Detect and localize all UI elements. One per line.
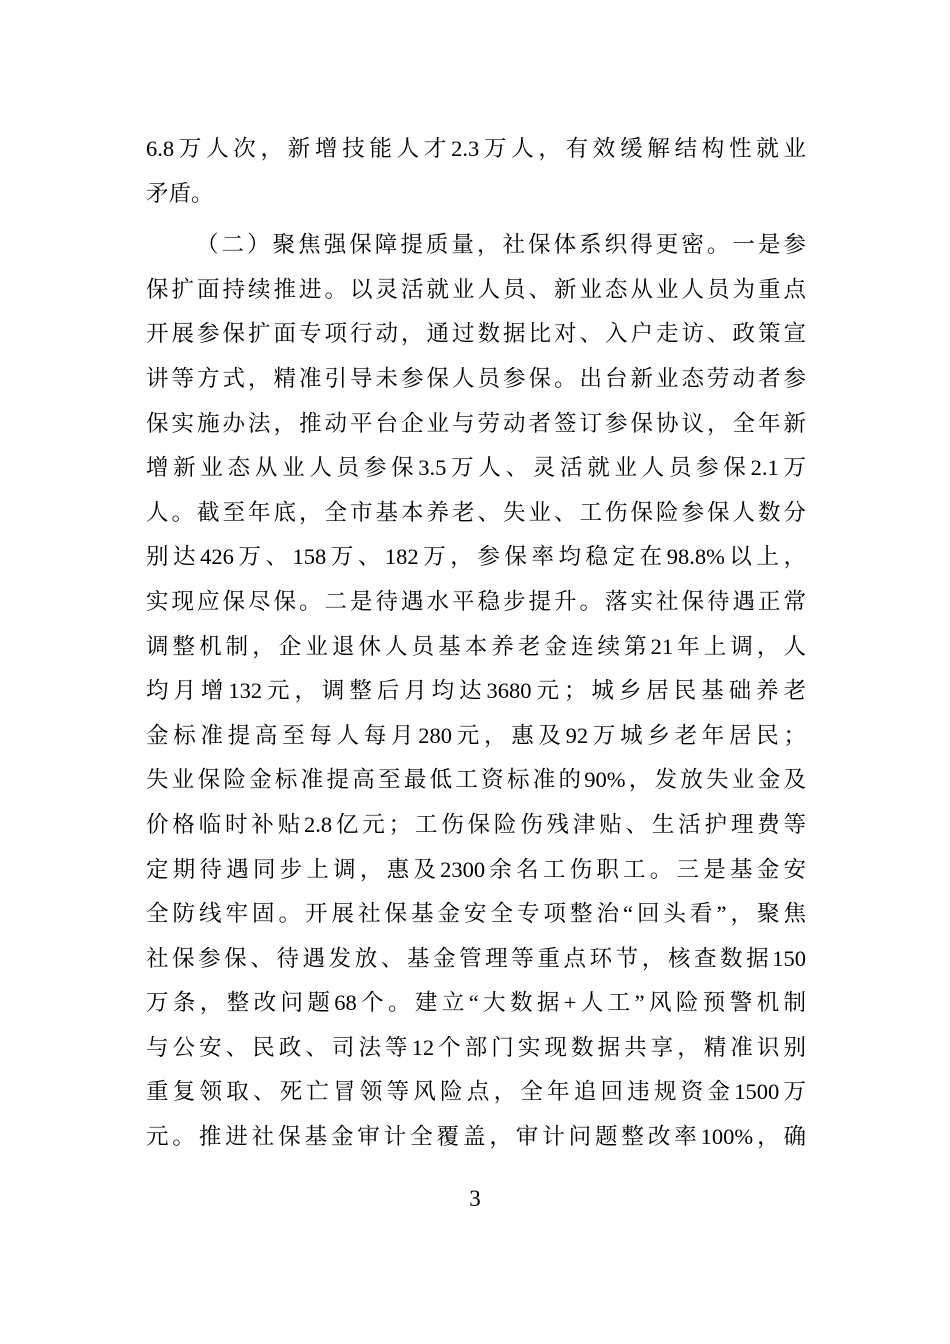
text-line: 万条，整改问题68个。建立“大数据+人工”风险预警机制: [146, 990, 806, 1016]
text-line: 定期待遇同步上调，惠及2300余名工伤职工。三是基金安: [146, 856, 806, 882]
text-line: 均月增132元，调整后月均达3680元；城乡居民基础养老: [146, 678, 806, 704]
text-line: 元。推进社保基金审计全覆盖，审计问题整改率100%，确: [146, 1124, 806, 1150]
text-line: 讲等方式，精准引导未参保人员参保。出台新业态劳动者参: [146, 365, 806, 391]
text-line: 重复领取、死亡冒领等风险点，全年追回违规资金1500万: [146, 1079, 806, 1105]
text-line: 金标准提高至每人每月280元，惠及92万城乡老年居民；: [146, 722, 806, 748]
text-line: 增新业态从业人员参保3.5万人、灵活就业人员参保2.1万: [146, 455, 806, 481]
section-heading-line: （二）聚焦强保障提质量，社保体系织得更密。一是参: [196, 232, 806, 258]
text-line: 保扩面持续推进。以灵活就业人员、新业态从业人员为重点: [146, 276, 806, 302]
text-line: 调整机制，企业退休人员基本养老金连续第21年上调，人: [146, 633, 806, 659]
text-line: 价格临时补贴2.8亿元；工伤保险伤残津贴、生活护理费等: [146, 811, 806, 837]
text-line: 开展参保扩面专项行动，通过数据比对、入户走访、政策宣: [146, 321, 806, 347]
text-line: 别达426万、158万、182万，参保率均稳定在98.8%以上，: [146, 544, 806, 570]
text-line: 社保参保、待遇发放、基金管理等重点环节，核查数据150: [146, 945, 806, 971]
text-line: 全防线牢固。开展社保基金安全专项整治“回头看”，聚焦: [146, 901, 806, 927]
text-line: 6.8万人次，新增技能人才2.3万人，有效缓解结构性就业: [146, 136, 806, 161]
page-number: 3: [469, 1186, 481, 1211]
paragraph-spacing: [146, 216, 806, 223]
text-line: 与公安、民政、司法等12个部门实现数据共享，精准识别: [146, 1034, 806, 1060]
text-line: 实现应保尽保。二是待遇水平稳步提升。落实社保待遇正常: [146, 588, 806, 614]
text-line: 失业保险金标准提高至最低工资标准的90%，发放失业金及: [146, 767, 806, 793]
text-line: 保实施办法，推动平台企业与劳动者签订参保协议，全年新: [146, 410, 806, 436]
text-line: 人。截至年底，全市基本养老、失业、工伤保险参保人数分: [146, 499, 806, 525]
document-body: [146, 127, 806, 1160]
paragraph-1: [146, 127, 806, 216]
text-line: 矛盾。: [146, 180, 214, 206]
paragraph-2: [146, 223, 806, 1159]
